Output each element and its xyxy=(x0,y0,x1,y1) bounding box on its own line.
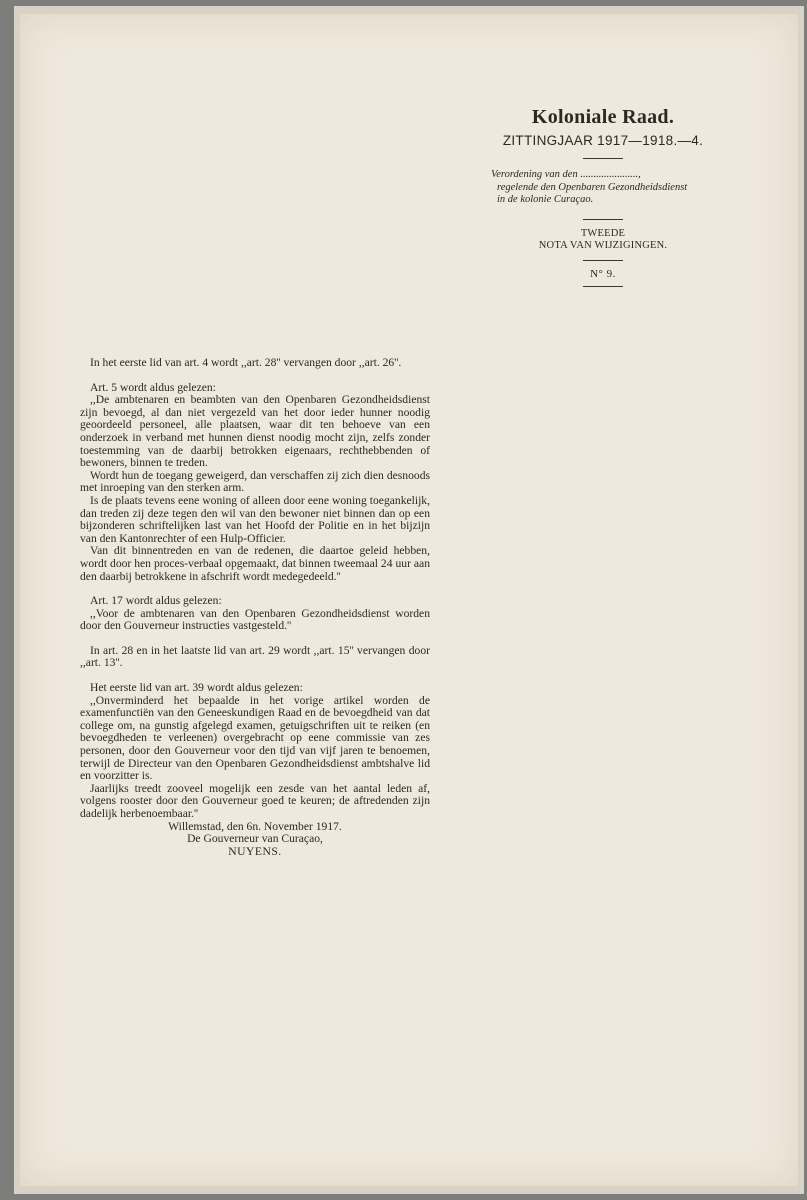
document-title: Koloniale Raad. xyxy=(531,106,675,128)
paragraph: Het eerste lid van art. 39 wordt aldus gelezen: xyxy=(90,681,303,695)
nota-title: NOTA VAN WIJZIGINGEN. xyxy=(538,240,668,251)
ordinance-description xyxy=(465,169,741,207)
ordinance-line: regelende den Openbaren Gezondheidsdienst xyxy=(497,181,688,193)
paragraph: In art. 28 en in het laatste lid van art. 29 wordt ,,art. 15'' vervangen door ,,art. 13''. xyxy=(80,643,430,670)
paragraph: Art. 5 wordt aldus gelezen: xyxy=(90,380,216,394)
document-page xyxy=(20,14,798,1186)
paragraph: ,,Onverminderd het bepaalde in het vorige artikel worden de examenfunctiën van den Geneeskundigen Raad en de bevoegdheid van dat college om, na gunstig afgelegd examen, getuigschriften uit te reiken (en bevoegdheden te verleenen) overgebracht op eene commissie van zes personen, door den Gouverneur voor den tijd van vijf jaren te benoemen, terwijl de Directeur van den Openbaren Gezondheidsdienst ambtshalve lid en voorzitter is. xyxy=(80,693,430,783)
paragraph: ,,De ambtenaren en beambten van den Openbaren Gezondheidsdienst zijn bevoegd, al dan niet vergezeld van het door ieder hunner noodig geoordeeld personeel, alle plaatsen, waar dit ten behoeve van een onderzoek in verband met hunnen dienst noodig mocht zijn, zelfs zonder toestemming van de daarbij betrokken eigenaars, rechthebbenden of bewoners, binnen te treden. xyxy=(80,393,430,470)
session-year: ZITTINGJAAR 1917—1918.—4. xyxy=(502,133,704,148)
paragraph: ,,Voor de ambtenaren van den Openbaren Gezondheidsdienst worden door den Gouverneur instructies vastgesteld.'' xyxy=(80,606,430,633)
header-divider xyxy=(583,219,623,220)
paragraph: Van dit binnentreden en van de redenen, die daartoe geleid hebben, wordt door hen proces-verbaal opgemaakt, dat binnen tweemaal 24 uur aan den daarbij betrokkene in afschrift wordt medegedeeld.'' xyxy=(80,544,430,583)
place-date: Willemstad, den 6n. November 1917. xyxy=(168,819,342,833)
header-divider xyxy=(583,286,623,287)
nota-ordinal: TWEEDE xyxy=(580,227,626,239)
header-divider xyxy=(583,260,623,261)
ordinance-line: Verordening van den ......................, xyxy=(491,169,641,180)
ordinance-line: in de kolonie Curaçao. xyxy=(497,194,594,205)
paragraph: Is de plaats tevens eene woning of alleen door eene woning toegankelijk, dan treden zij deze tegen den wil van den bewoner niet binnen dan op een bijzonderen schriftelijken last van het Hoofd der Politie en in het bijzijn van den Kantonrechter of een Hulp-Officier. xyxy=(80,493,430,545)
paragraph: Jaarlijks treedt zooveel mogelijk een zesde van het aantal leden af, volgens rooster door den Gouverneur goed te keuren; de aftredenden zijn dadelijk herbenoembaar.'' xyxy=(80,781,430,820)
governor-title: De Gouverneur van Curaçao, xyxy=(187,832,323,846)
paragraph: In het eerste lid van art. 4 wordt ,,art. 28'' vervangen door ,,art. 26''. xyxy=(90,356,402,369)
header-divider xyxy=(583,158,623,159)
signatory-name: NUYENS. xyxy=(228,844,282,858)
document-number: N° 9. xyxy=(590,267,616,280)
paragraph: Art. 17 wordt aldus gelezen: xyxy=(90,594,222,608)
paragraph: Wordt hun de toegang geweigerd, dan verschaffen zij zich dien desnoods met inroeping van den sterken arm. xyxy=(80,468,430,495)
document-header xyxy=(458,106,748,297)
document-body xyxy=(80,357,430,858)
